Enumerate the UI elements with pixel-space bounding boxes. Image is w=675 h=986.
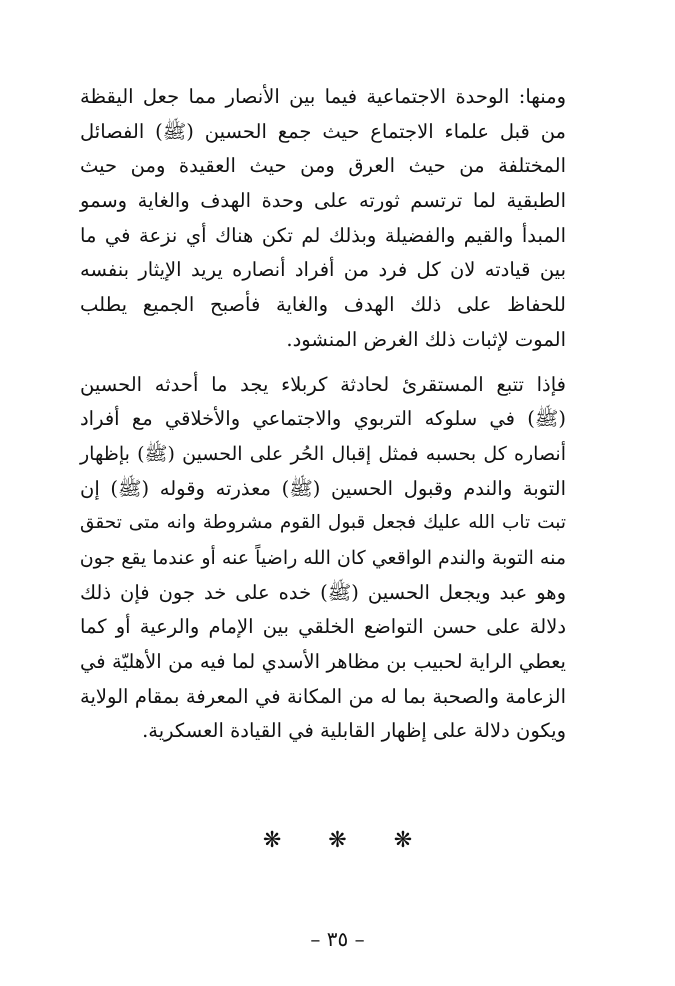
text-line: وهو عبد ويجعل الحسين (ﷺ) خده على خد جون فإن ذلك [80,580,566,604]
text-line: الطبقية لما ترتسم ثورته على وحدة الهدف والغاية وسمو [80,189,566,213]
text-line: (ﷺ) في سلوكه التربوي والاجتماعي والأخلاقي مع أفراد [80,407,566,431]
section-separator [0,828,675,853]
text-line: بين قيادته لان كل فرد من أفراد أنصاره يريد الإيثار بنفسه [80,258,566,282]
text-line: ويكون دلالة على إظهار القابلية في القيادة العسكرية. [142,719,566,743]
text-line: دلالة على حسن التواضع الخلقي بين الإمام والرعية أو كما [80,615,566,639]
paragraph-1 [80,80,566,358]
text-line: التوبة والندم وقبول الحسين (ﷺ) معذرته وقوله (ﷺ) إن [80,476,566,500]
page-number: – ٣٥ – [310,927,365,951]
text-line: فإذا تتبع المستقرئ لحادثة كربلاء يجد ما أحدثه الحسين [80,372,566,396]
text-line: ومنها: الوحدة الاجتماعية فيما بين الأنصار مما جعل اليقظة [80,85,566,108]
asterism-star-icon: ❋ [262,828,282,853]
paragraph-2 [80,368,566,750]
text-line: منه التوبة والندم الواقعي كان الله راضياً عنه أو عندما يقع جون [79,546,566,569]
text-line: تبت تاب الله عليك فجعل قبول القوم مشروطة وانه متى تحقق [80,512,566,534]
text-line: الموت لإثبات ذلك الغرض المنشود. [286,327,566,351]
page-body [80,80,566,749]
text-line: المبدأ والقيم والفضيلة وبذلك لم تكن هناك أي نزعة في ما [80,223,566,247]
text-line: يعطي الراية لحبيب بن مظاهر الأسدي لما فيه من الأهليّة في [80,650,566,673]
text-line: المختلفة من حيث العرق ومن حيث العقيدة ومن حيث [80,154,566,178]
asterism-star-icon: ❋ [393,828,413,853]
text-line: من قبل علماء الاجتماع حيث جمع الحسين (ﷺ) الفصائل [80,119,566,143]
asterism-star-icon: ❋ [328,828,347,853]
text-line: الزعامة والصحبة بما له من المكانة في المعرفة بمقام الولاية [80,684,566,708]
text-line: أنصاره كل بحسبه فمثل إقبال الحُر على الحسين (ﷺ) بإظهار [80,442,566,465]
text-line: للحفاظ على ذلك الهدف والغاية فأصبح الجميع يطلب [80,293,566,317]
